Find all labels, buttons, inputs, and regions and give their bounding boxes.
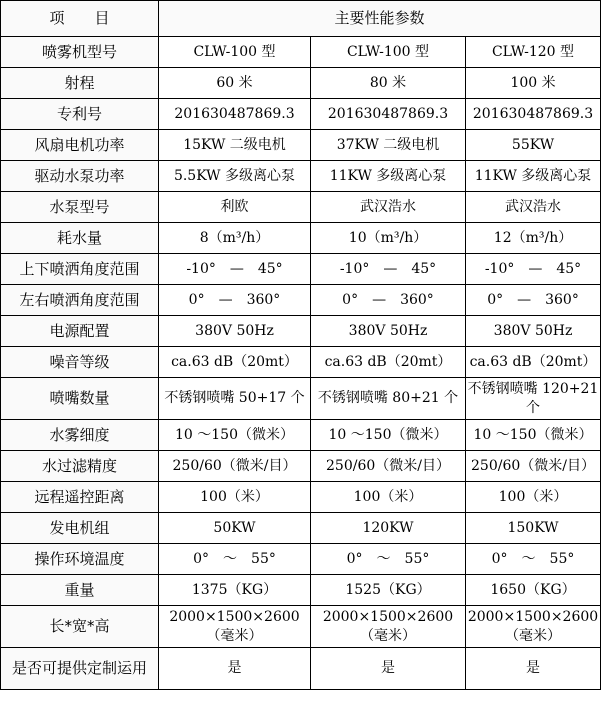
value-cell: 380V 50Hz: [466, 316, 601, 347]
value-cell: 50KW: [159, 513, 311, 544]
value-cell: 是: [466, 648, 601, 690]
value-cell: 2000×1500×2600（毫米）: [466, 606, 601, 648]
value-cell: -10° — 45°: [466, 254, 601, 285]
row-label: 射程: [1, 68, 159, 99]
value-cell: 250/60（微米/目）: [466, 451, 601, 482]
table-row: [1, 544, 601, 575]
table-row: [1, 606, 601, 648]
value-cell: 11KW 多级离心泵: [466, 161, 601, 192]
value-cell: 15KW 二级电机: [159, 130, 311, 161]
table-row: [1, 378, 601, 420]
value-cell: ca.63 dB（20mt）: [466, 347, 601, 378]
value-cell: 不锈钢喷嘴 120+21 个: [466, 378, 601, 420]
row-label: 喷嘴数量: [1, 378, 159, 420]
value-cell: 250/60（微米/目）: [311, 451, 466, 482]
value-cell: 201630487869.3: [466, 99, 601, 130]
value-cell: 201630487869.3: [159, 99, 311, 130]
value-cell: ca.63 dB（20mt）: [311, 347, 466, 378]
value-cell: 201630487869.3: [311, 99, 466, 130]
value-cell: 2000×1500×2600（毫米）: [311, 606, 466, 648]
value-cell: 100（米）: [311, 482, 466, 513]
table-row: [1, 648, 601, 690]
table-row: [1, 192, 601, 223]
value-cell: 100（米）: [159, 482, 311, 513]
table-row: [1, 347, 601, 378]
table-row: [1, 513, 601, 544]
value-cell: 武汉浩水: [311, 192, 466, 223]
value-cell: -10° — 45°: [159, 254, 311, 285]
row-label: 水过滤精度: [1, 451, 159, 482]
value-cell: ca.63 dB（20mt）: [159, 347, 311, 378]
table-row: [1, 285, 601, 316]
row-label: 风扇电机功率: [1, 130, 159, 161]
value-cell: 1650（KG）: [466, 575, 601, 606]
value-cell: 10 ～150（微米）: [466, 420, 601, 451]
value-cell: 5.5KW 多级离心泵: [159, 161, 311, 192]
value-cell: 0° ～ 55°: [466, 544, 601, 575]
row-label: 电源配置: [1, 316, 159, 347]
row-label: 左右喷洒角度范围: [1, 285, 159, 316]
table-row: [1, 316, 601, 347]
value-cell: 100（米）: [466, 482, 601, 513]
value-cell: 0° — 360°: [159, 285, 311, 316]
value-cell: 武汉浩水: [466, 192, 601, 223]
value-cell: 80 米: [311, 68, 466, 99]
value-cell: 55KW: [466, 130, 601, 161]
value-cell: 10（m³/h）: [311, 223, 466, 254]
row-label: 长*宽*高: [1, 606, 159, 648]
table-row: [1, 482, 601, 513]
spec-table-body: [1, 1, 601, 690]
table-row: [1, 161, 601, 192]
table-row: [1, 99, 601, 130]
row-label: 发电机组: [1, 513, 159, 544]
value-cell: 150KW: [466, 513, 601, 544]
value-cell: 120KW: [311, 513, 466, 544]
value-cell: 8（m³/h）: [159, 223, 311, 254]
row-label: 喷雾机型号: [1, 37, 159, 68]
value-cell: -10° — 45°: [311, 254, 466, 285]
row-label: 噪音等级: [1, 347, 159, 378]
row-label: 驱动水泵功率: [1, 161, 159, 192]
value-cell: 0° — 360°: [466, 285, 601, 316]
value-cell: CLW-100 型: [159, 37, 311, 68]
table-row: [1, 37, 601, 68]
table-row: [1, 575, 601, 606]
value-cell: 不锈钢喷嘴 80+21 个: [311, 378, 466, 420]
value-cell: 10 ～150（微米）: [159, 420, 311, 451]
value-cell: 250/60（微米/目）: [159, 451, 311, 482]
value-cell: 60 米: [159, 68, 311, 99]
table-row: [1, 68, 601, 99]
row-label: 专利号: [1, 99, 159, 130]
value-cell: 380V 50Hz: [159, 316, 311, 347]
row-label: 重量: [1, 575, 159, 606]
value-cell: CLW-120 型: [466, 37, 601, 68]
value-cell: 0° ～ 55°: [311, 544, 466, 575]
value-cell: 0° ～ 55°: [159, 544, 311, 575]
table-row: [1, 254, 601, 285]
table-row: [1, 223, 601, 254]
value-cell: 不锈钢喷嘴 50+17 个: [159, 378, 311, 420]
row-label: 是否可提供定制运用: [1, 648, 159, 690]
value-cell: 10 ～150（微米）: [311, 420, 466, 451]
value-cell: 2000×1500×2600（毫米）: [159, 606, 311, 648]
value-cell: 37KW 二级电机: [311, 130, 466, 161]
row-label: 远程遥控距离: [1, 482, 159, 513]
row-label: 耗水量: [1, 223, 159, 254]
value-cell: CLW-100 型: [311, 37, 466, 68]
table-row: [1, 451, 601, 482]
value-cell: 0° — 360°: [311, 285, 466, 316]
row-label: 上下喷洒角度范围: [1, 254, 159, 285]
header-item-cell: 项 目: [1, 1, 159, 37]
header-row: [1, 1, 601, 37]
row-label: 操作环境温度: [1, 544, 159, 575]
table-row: [1, 130, 601, 161]
value-cell: 12（m³/h）: [466, 223, 601, 254]
row-label: 水泵型号: [1, 192, 159, 223]
value-cell: 11KW 多级离心泵: [311, 161, 466, 192]
value-cell: 利欧: [159, 192, 311, 223]
value-cell: 1525（KG）: [311, 575, 466, 606]
value-cell: 1375（KG）: [159, 575, 311, 606]
value-cell: 是: [311, 648, 466, 690]
value-cell: 380V 50Hz: [311, 316, 466, 347]
table-row: [1, 420, 601, 451]
header-params-cell: 主要性能参数: [159, 1, 601, 37]
value-cell: 是: [159, 648, 311, 690]
row-label: 水雾细度: [1, 420, 159, 451]
value-cell: 100 米: [466, 68, 601, 99]
